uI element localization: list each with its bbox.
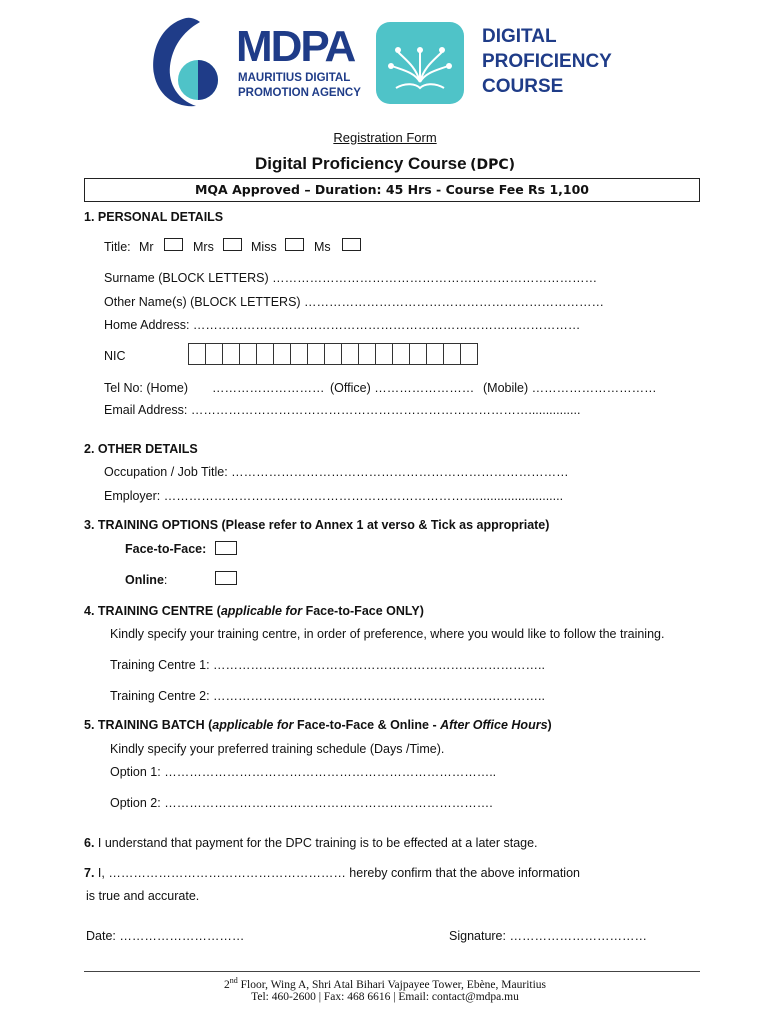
occupation-field[interactable]: Occupation / Job Title: ……………………………………………………………………… <box>104 465 569 479</box>
section-other-heading: 2. OTHER DETAILS <box>84 442 198 456</box>
title-main: Digital Proficiency Course <box>254 154 467 173</box>
title-ms-label: Ms <box>314 240 331 254</box>
date-field[interactable]: Date: ………………………… <box>86 929 245 943</box>
title-abbr: (DPC) <box>470 157 516 173</box>
centre-instruction: Kindly specify your training centre, in order of preference, where you would like to follow the training. <box>110 627 665 641</box>
batch-heading-b: Face-to-Face & Online - <box>293 718 441 732</box>
batch-heading-italic2: After Office Hours <box>440 718 548 732</box>
form-label: Registration Form <box>333 130 437 145</box>
title-label: Title: <box>104 240 131 254</box>
employer-field[interactable]: Employer: …………………………………………………………………......................... <box>104 489 564 503</box>
dpc-logo <box>376 22 626 104</box>
option-1-field[interactable]: Option 1: …………………………………………………………………….. <box>110 765 497 779</box>
tel-home-label: Tel No: (Home) <box>104 381 189 395</box>
home-address-field[interactable]: Home Address: ………………………………………………………………………………… <box>104 318 581 332</box>
footer-contact: Tel: 460-2600 | Fax: 468 6616 | Email: contact@mdpa.mu <box>251 991 519 1003</box>
title-mrs-checkbox[interactable] <box>223 238 242 251</box>
face-to-face-checkbox[interactable] <box>215 541 237 555</box>
section-personal-heading: 1. PERSONAL DETAILS <box>84 210 224 224</box>
email-field[interactable]: Email Address: ………………………………………………………………………............... <box>104 403 581 417</box>
batch-heading-c: ) <box>547 718 552 732</box>
signature-field[interactable]: Signature: …………………………… <box>449 929 647 943</box>
section-training-batch-heading <box>84 718 552 732</box>
online-text: Online <box>125 573 164 587</box>
footer-divider <box>84 971 700 972</box>
footer-address <box>0 976 770 991</box>
payment-text: I understand that payment for the DPC training is to be effected at a later stage. <box>94 836 538 850</box>
page-title <box>0 154 770 174</box>
online-colon: : <box>163 573 168 587</box>
centre-heading-b: Face-to-Face ONLY) <box>302 604 424 618</box>
approval-bar: MQA Approved – Duration: 45 Hrs - Course Fee Rs 1,100 <box>84 178 700 202</box>
dpc-line1: DIGITAL <box>482 26 557 47</box>
batch-heading-italic: applicable for <box>212 718 294 732</box>
mdpa-sub1: MAURITIUS DIGITAL <box>238 72 351 84</box>
tel-office-field[interactable]: (Office) …………………… <box>330 381 475 395</box>
batch-instruction: Kindly specify your preferred training schedule (Days /Time). <box>110 742 445 756</box>
option-2-field[interactable]: Option 2: ……………………………………………………………………. <box>110 796 493 810</box>
dpc-line3: COURSE <box>482 76 564 97</box>
title-mr-label: Mr <box>139 240 154 254</box>
nic-boxes[interactable] <box>188 343 477 367</box>
tel-mobile-field[interactable]: (Mobile) ………………………… <box>483 381 657 395</box>
section-training-options-heading: 3. TRAINING OPTIONS (Please refer to Annex 1 at verso & Tick as appropriate) <box>84 518 550 532</box>
mdpa-name: MDPA <box>236 22 355 71</box>
title-mrs-label: Mrs <box>193 240 214 254</box>
confirm-statement[interactable] <box>84 866 580 880</box>
online-label <box>125 573 167 587</box>
centre-heading-a: 4. TRAINING CENTRE ( <box>84 604 221 618</box>
section-training-centre-heading <box>84 604 424 618</box>
mdpa-logo <box>148 14 368 110</box>
training-centre-2-field[interactable]: Training Centre 2: …………………………………………………………………….. <box>110 689 546 703</box>
title-ms-checkbox[interactable] <box>342 238 361 251</box>
title-miss-label: Miss <box>251 240 277 254</box>
surname-field[interactable]: Surname (BLOCK LETTERS) …………………………………………………………………… <box>104 271 598 285</box>
batch-heading-a: 5. TRAINING BATCH ( <box>84 718 213 732</box>
title-mr-checkbox[interactable] <box>164 238 183 251</box>
face-to-face-label: Face-to-Face: <box>125 542 207 556</box>
other-names-field[interactable]: Other Name(s) (BLOCK LETTERS) ……………………………………………………………… <box>104 295 605 309</box>
footer-floor-num: 2 <box>223 978 230 991</box>
payment-statement <box>84 836 538 850</box>
mdpa-sub2: PROMOTION AGENCY <box>238 87 361 99</box>
dpc-emblem-icon <box>376 22 464 104</box>
nic-label: NIC <box>104 349 126 363</box>
tel-home-field[interactable]: ……………………… <box>212 381 325 395</box>
confirm-statement-2: is true and accurate. <box>86 889 200 903</box>
confirm-text[interactable]: I, ………………………………………………… hereby confirm that the above information <box>94 866 580 880</box>
confirm-num: 7. <box>84 866 95 880</box>
online-checkbox[interactable] <box>215 571 237 585</box>
footer-address-text: Floor, Wing A, Shri Atal Bihari Vajpayee Tower, Ebène, Mauritius <box>237 978 547 991</box>
title-miss-checkbox[interactable] <box>285 238 304 251</box>
mdpa-emblem-icon <box>148 14 224 110</box>
training-centre-1-field[interactable]: Training Centre 1: …………………………………………………………………….. <box>110 658 546 672</box>
centre-heading-italic: applicable for <box>220 604 303 618</box>
footer-floor-sup: nd <box>229 976 238 985</box>
payment-num: 6. <box>84 836 95 850</box>
dpc-line2: PROFICIENCY <box>482 51 612 72</box>
